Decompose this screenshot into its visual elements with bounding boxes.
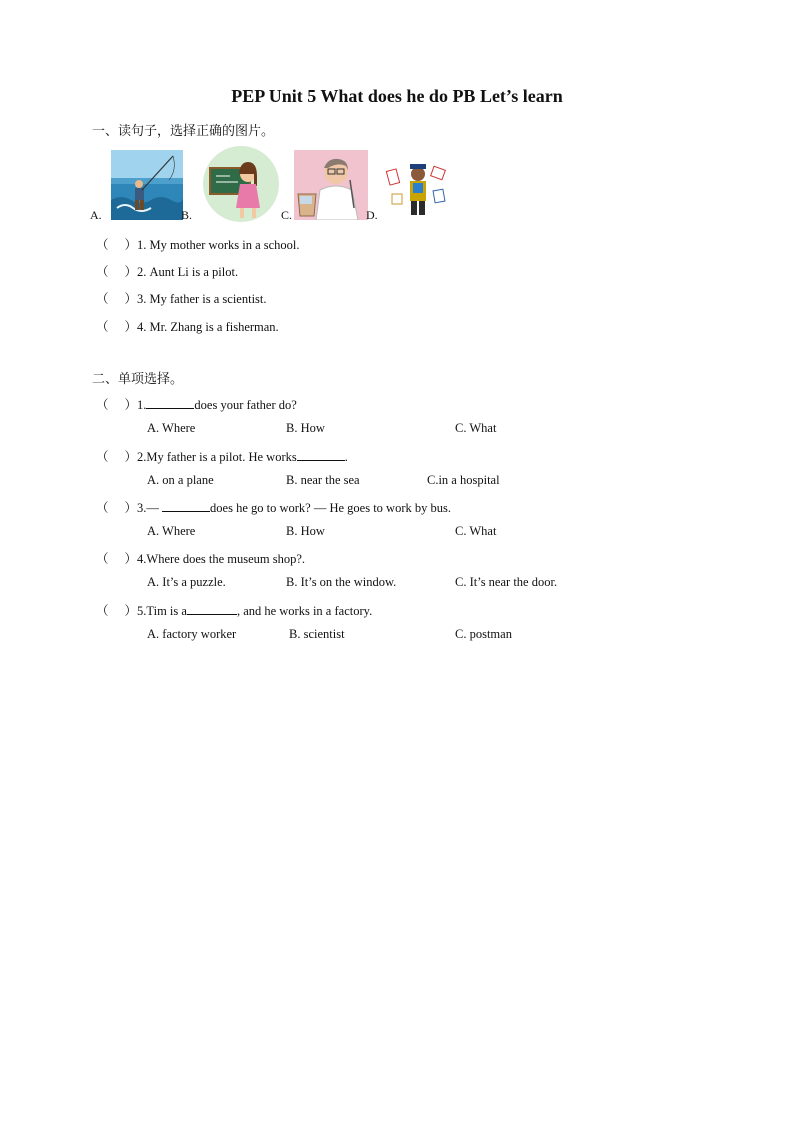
question-text: . bbox=[344, 450, 348, 464]
option-c[interactable]: C. What bbox=[455, 421, 497, 435]
answer-bracket-close: ） bbox=[124, 265, 138, 279]
option-b[interactable]: B. It’s on the window. bbox=[286, 575, 397, 589]
section-2-heading: 二、单项选择。 bbox=[92, 372, 184, 387]
answer-bracket-close: ） bbox=[124, 238, 138, 252]
question-text: 5.Tim is a bbox=[137, 604, 187, 618]
picture-label-b: B. bbox=[181, 208, 193, 222]
answer-bracket-close: ） bbox=[124, 450, 138, 464]
answer-bracket-close: ） bbox=[124, 604, 138, 618]
picture-label-c: C. bbox=[281, 208, 293, 222]
page-title: PEP Unit 5 What does he do PB Let’s learn bbox=[231, 86, 563, 106]
question-text: 2.My father is a pilot. He works bbox=[137, 450, 297, 464]
answer-bracket-open[interactable]: （ bbox=[96, 320, 109, 334]
match-item bbox=[96, 289, 267, 307]
answer-bracket-open[interactable]: （ bbox=[96, 265, 109, 279]
item-text: 1. My mother works in a school. bbox=[137, 238, 300, 252]
question bbox=[96, 498, 451, 516]
option-b[interactable]: B. near the sea bbox=[286, 473, 360, 487]
answer-blank[interactable] bbox=[297, 449, 345, 461]
scientist-picture bbox=[294, 150, 368, 220]
pilot-picture bbox=[382, 150, 452, 220]
answer-bracket-open[interactable]: （ bbox=[96, 292, 109, 306]
item-text: 3. My father is a scientist. bbox=[137, 292, 267, 306]
question bbox=[96, 447, 348, 465]
question-text: 1. bbox=[137, 398, 147, 412]
item-text: 4. Mr. Zhang is a fisherman. bbox=[137, 320, 279, 334]
answer-bracket-close: ） bbox=[124, 501, 138, 515]
answer-bracket-open[interactable]: （ bbox=[96, 238, 109, 252]
answer-blank[interactable] bbox=[162, 500, 210, 512]
option-c[interactable]: C. postman bbox=[455, 627, 512, 641]
answer-bracket-open[interactable]: （ bbox=[96, 398, 109, 412]
match-item bbox=[96, 317, 279, 335]
question bbox=[96, 549, 305, 567]
option-c[interactable]: C. What bbox=[455, 524, 497, 538]
option-b[interactable]: B. How bbox=[286, 524, 325, 538]
answer-bracket-open[interactable]: （ bbox=[96, 552, 109, 566]
section-1-heading: 一、读句子，选择正确的图片。 bbox=[92, 124, 275, 139]
item-text: 2. Aunt Li is a pilot. bbox=[137, 265, 239, 279]
option-c[interactable]: C. It’s near the door. bbox=[455, 575, 558, 589]
answer-bracket-close: ） bbox=[124, 292, 138, 306]
answer-bracket-open[interactable]: （ bbox=[96, 604, 109, 618]
option-b[interactable]: B. scientist bbox=[289, 627, 345, 641]
answer-bracket-close: ） bbox=[124, 398, 138, 412]
answer-bracket-open[interactable]: （ bbox=[96, 501, 109, 515]
answer-blank[interactable] bbox=[187, 603, 237, 615]
question-text: , and he works in a factory. bbox=[236, 604, 373, 618]
option-a[interactable]: A. factory worker bbox=[147, 627, 237, 641]
answer-blank[interactable] bbox=[146, 397, 194, 409]
option-a[interactable]: A. It’s a puzzle. bbox=[147, 575, 226, 589]
answer-bracket-close: ） bbox=[124, 552, 138, 566]
fisherman-picture bbox=[111, 150, 183, 220]
question-text: 3.— bbox=[137, 501, 163, 515]
option-b[interactable]: B. How bbox=[286, 421, 325, 435]
question-text: does your father do? bbox=[194, 398, 297, 412]
picture-label-d: D. bbox=[366, 208, 378, 222]
question bbox=[96, 601, 372, 619]
option-a[interactable]: A. Where bbox=[147, 421, 196, 435]
question bbox=[96, 395, 297, 413]
question-text: 4.Where does the museum shop?. bbox=[137, 552, 306, 566]
question-text: does he go to work? — He goes to work by bus. bbox=[210, 501, 451, 515]
answer-bracket-open[interactable]: （ bbox=[96, 450, 109, 464]
picture-label-a: A. bbox=[90, 208, 102, 222]
option-c[interactable]: C.in a hospital bbox=[427, 473, 500, 487]
answer-bracket-close: ） bbox=[124, 320, 138, 334]
option-a[interactable]: A. on a plane bbox=[147, 473, 214, 487]
match-item bbox=[96, 235, 300, 253]
option-a[interactable]: A. Where bbox=[147, 524, 196, 538]
teacher-picture bbox=[200, 146, 282, 222]
match-item bbox=[96, 262, 238, 280]
